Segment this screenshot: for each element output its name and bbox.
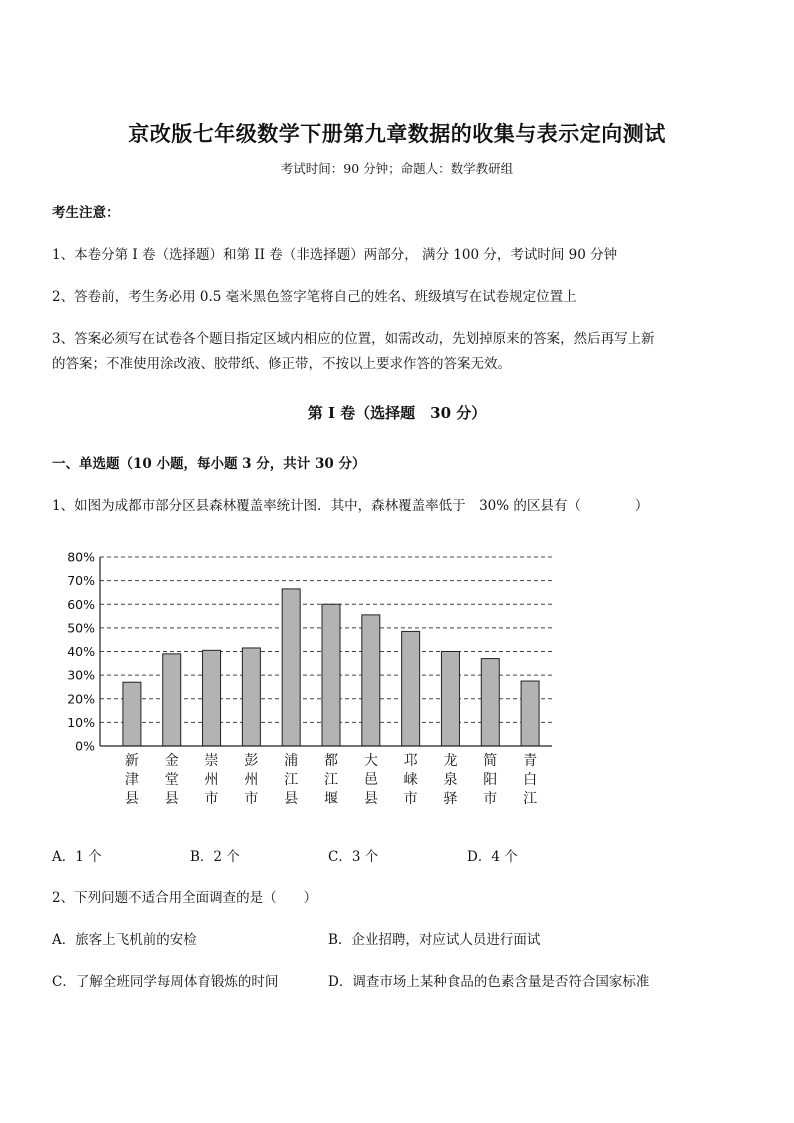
question-1-option-c[interactable]: C．3 个 [328, 849, 379, 865]
notice-item-3: 3、答案必须写在试卷各个题目指定区域内相应的位置，如需改动，先划掉原来的答案，然后再写上新 [52, 331, 655, 347]
x-tick-label: 市 [204, 791, 219, 807]
bar [362, 615, 380, 746]
notice-item-1: 1、本卷分第 I 卷（选择题）和第 II 卷（非选择题）两部分， 满分 100 分，考试时间 90 分钟 [52, 247, 618, 263]
x-tick-label: 市 [244, 791, 259, 807]
notice-item-3-cont: 的答案；不准使用涂改液、胶带纸、修正带，不按以上要求作答的答案无效。 [52, 356, 511, 372]
x-tick-label: 邛 [403, 753, 418, 769]
notice-item-2: 2、答卷前，考生务必用 0.5 毫米黑色签字笔将自己的姓名、班级填写在试卷规定位置上 [52, 289, 577, 305]
exam-meta: 考试时间：90 分钟；命题人：数学教研组 [280, 161, 514, 176]
x-tick-label: 县 [284, 791, 299, 807]
bar [123, 682, 141, 746]
question-1-option-b[interactable]: B．2 个 [190, 849, 240, 865]
x-tick-label: 堂 [164, 772, 179, 788]
bar [521, 681, 539, 746]
x-tick-label: 江 [324, 772, 338, 788]
x-tick-label: 彭 [244, 753, 259, 769]
notice-heading: 考生注意： [52, 205, 120, 221]
question-1-option-a[interactable]: A．1 个 [52, 849, 102, 865]
x-tick-label: 县 [164, 791, 179, 807]
bar [163, 654, 181, 746]
question-1-option-d[interactable]: D．4 个 [467, 849, 518, 865]
x-tick-label: 市 [483, 791, 498, 807]
x-tick-label: 县 [363, 791, 378, 807]
x-tick-label: 泉 [443, 772, 458, 788]
question-2-option-c[interactable]: C．了解全班同学每周体育锻炼的时间 [52, 974, 279, 990]
x-tick-label: 阳 [483, 772, 498, 788]
section-title: 第 I 卷（选择题 30 分） [307, 404, 487, 422]
y-tick-label: 0% [75, 738, 95, 754]
y-tick-label: 30% [67, 667, 95, 683]
chart-x-labels [125, 752, 537, 807]
x-tick-label: 崃 [403, 772, 418, 788]
x-tick-label: 白 [523, 772, 538, 788]
forest-coverage-chart [60, 540, 570, 815]
y-tick-label: 20% [67, 691, 95, 707]
y-tick-label: 10% [67, 714, 95, 730]
chart-y-ticks [67, 550, 95, 754]
y-tick-label: 70% [67, 573, 95, 589]
bar [242, 648, 260, 746]
bar [322, 604, 340, 746]
x-tick-label: 津 [124, 772, 139, 788]
x-tick-label: 堰 [324, 791, 338, 807]
x-tick-label: 州 [204, 772, 219, 788]
y-tick-label: 40% [67, 644, 95, 659]
x-tick-label: 州 [244, 772, 259, 788]
bar [203, 650, 221, 746]
bar [282, 589, 300, 746]
x-tick-label: 邑 [363, 772, 378, 788]
exam-title: 京改版七年级数学下册第九章数据的收集与表示定向测试 [128, 121, 666, 146]
question-2-option-b[interactable]: B．企业招聘，对应试人员进行面试 [328, 932, 541, 948]
question-2-stem: 2、下列问题不适合用全面调查的是（ ） [52, 890, 318, 906]
x-tick-label: 江 [523, 791, 538, 807]
x-tick-label: 金 [164, 753, 179, 769]
bar [481, 659, 499, 746]
y-tick-label: 60% [67, 596, 95, 612]
x-tick-label: 青 [523, 753, 538, 769]
x-tick-label: 浦 [284, 753, 299, 769]
x-tick-label: 大 [363, 753, 378, 769]
x-tick-label: 龙 [443, 753, 458, 769]
question-1-stem: 1、如图为成都市部分区县森林覆盖率统计图．其中，森林覆盖率低于 30% 的区县有（ ） [52, 498, 649, 514]
x-tick-label: 驿 [443, 791, 458, 807]
x-tick-label: 崇 [204, 753, 219, 769]
x-tick-label: 江 [284, 772, 299, 788]
question-2-option-a[interactable]: A．旅客上飞机前的安检 [52, 932, 197, 948]
x-tick-label: 都 [324, 753, 338, 769]
x-tick-label: 县 [124, 791, 139, 807]
part-title: 一、单选题（10 小题，每小题 3 分，共计 30 分） [52, 456, 366, 472]
y-tick-label: 50% [67, 620, 95, 636]
bar [441, 652, 459, 747]
y-tick-label: 80% [67, 549, 95, 565]
question-2-option-d[interactable]: D．调查市场上某种食品的色素含量是否符合国家标准 [328, 974, 650, 990]
x-tick-label: 简 [483, 753, 498, 769]
x-tick-label: 市 [403, 791, 418, 807]
x-tick-label: 新 [124, 753, 139, 769]
bar [402, 631, 420, 746]
